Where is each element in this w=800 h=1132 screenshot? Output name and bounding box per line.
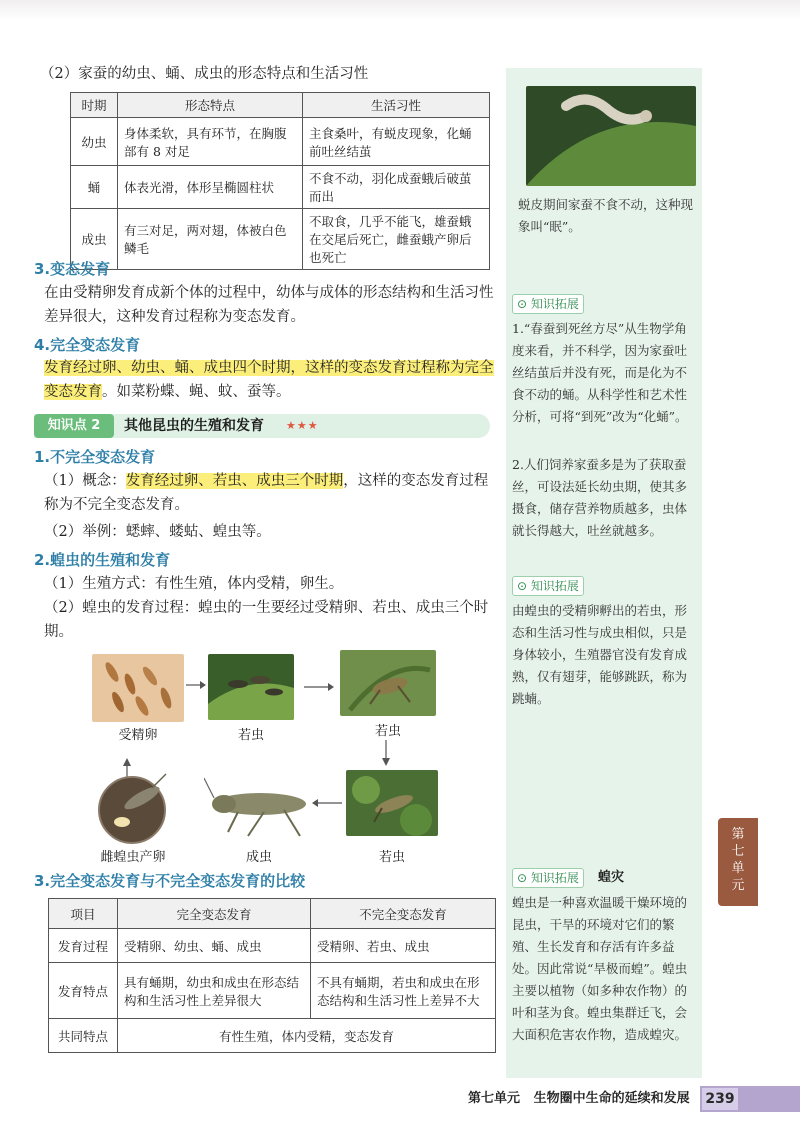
- locust-reproduction-mode: （1）生殖方式：有性生殖，体内受精，卵生。: [44, 576, 344, 592]
- chain-link-icon: ⊙: [517, 297, 531, 311]
- table-cell: 共同特点: [49, 1019, 118, 1053]
- extension-text-2: 由蝗虫的受精卵孵出的若虫，形态和生活习性与成虫相似，只是身体较小，生殖器官没有发育成熟，仅有翅芽，能够跳跃，称为跳蝻。: [512, 603, 688, 706]
- knowledge-extension-tag-1: [512, 294, 584, 314]
- table-row: [71, 209, 490, 270]
- page-top-edge: [0, 0, 800, 20]
- page-number: 239: [702, 1088, 738, 1110]
- locust-nymph-photo-3: [346, 770, 438, 836]
- table-cell: 幼虫: [71, 118, 118, 166]
- locust-egg-photo: [92, 654, 184, 722]
- table-cell: 发育过程: [49, 929, 118, 963]
- table-header-row: [49, 899, 496, 929]
- metamorphosis-text: 在由受精卵发育成新个体的过程中，幼体与成体的形态结构和生活习性差异很大，这种发育过程称为变态发育。: [44, 285, 494, 325]
- table-cell: 身体柔软，具有环节，在胸腹部有 8 对足: [118, 118, 303, 166]
- table-header-cell: 完全变态发育: [118, 899, 311, 929]
- tag-label: 知识拓展: [530, 579, 579, 593]
- table-cell: 受精卵、若虫、成虫: [311, 929, 496, 963]
- locust-nymph-photo-1: [208, 654, 294, 720]
- locust-adult-photo: [204, 772, 314, 842]
- arrow-right-icon: [186, 680, 206, 690]
- table-cell: 有性生殖，体内受精，变态发育: [118, 1019, 496, 1053]
- comparison-table: [48, 898, 496, 1053]
- silkworm-heading: （2）家蚕的幼虫、蛹、成虫的形态特点和生活习性: [40, 66, 369, 82]
- section-heading-locust: 2.蝗虫的生殖和发育: [34, 551, 171, 569]
- tag-label: 知识拓展: [530, 871, 579, 885]
- table-cell: 具有蛹期，幼虫和成虫在形态结构和生活习性上差异很大: [118, 963, 311, 1019]
- highlight-text: 发育经过卵、幼虫、蛹、成虫四个时期，这样的变态发育过程称为完全变态发育: [44, 360, 494, 400]
- caption-nymph-1: 若虫: [237, 728, 264, 743]
- section-heading-metamorphosis: 3.变态发育: [34, 260, 111, 278]
- incomplete-concept: [44, 469, 498, 517]
- arrow-down-icon: [381, 740, 391, 766]
- extension-title-locust-plague: 蝗灾: [598, 870, 625, 885]
- highlight-text: 发育经过卵、若虫、成虫三个时期: [125, 473, 344, 489]
- table-header-cell: 生活习性: [303, 93, 490, 118]
- table-cell: 成虫: [71, 209, 118, 270]
- table-header-row: [71, 93, 490, 118]
- table-row: [71, 166, 490, 209]
- table-cell: 有三对足，两对翅，体被白色鳞毛: [118, 209, 303, 270]
- silkworm-photo-caption: 蜕皮期间家蚕不食不动，这种现象叫“眠”。: [518, 197, 694, 234]
- page-footer: [468, 1088, 690, 1110]
- locust-nymph-photo-2: [340, 650, 436, 716]
- extension-text-1b: 2.人们饲养家蚕多是为了获取蚕丝，可设法延长幼虫期，使其多摄食，储存营养物质越多，虫体就长得越大，吐丝就越多。: [512, 457, 688, 538]
- concept-prefix: （1）概念：: [44, 473, 126, 489]
- difficulty-stars-icon: ★★★: [286, 419, 319, 432]
- table-header-cell: 形态特点: [118, 93, 303, 118]
- table-row: [71, 118, 490, 166]
- table-header-cell: 不完全变态发育: [311, 899, 496, 929]
- knowledge-extension-tag-2: [512, 576, 584, 596]
- caption-nymph-3: 若虫: [378, 850, 405, 865]
- table-cell: 不具有蛹期，若虫和成虫在形态结构和生活习性上差异不大: [311, 963, 496, 1019]
- caption-adult: 成虫: [245, 850, 272, 865]
- table-cell: 发育特点: [49, 963, 118, 1019]
- arrow-left-icon: [312, 798, 342, 808]
- table-row: [49, 963, 496, 1019]
- arrow-right-icon: [304, 682, 334, 692]
- table-row: [49, 1019, 496, 1053]
- plain-text: ，这样的变态发育过程称为不完全变态发育。: [44, 473, 489, 513]
- chain-link-icon: ⊙: [517, 871, 531, 885]
- tag-label: 知识拓展: [530, 297, 579, 311]
- caption-nymph-2: 若虫: [374, 724, 401, 739]
- table-cell: 不取食，几乎不能飞，雄蚕蛾在交尾后死亡，雌蚕蛾产卵后也死亡: [303, 209, 490, 270]
- table-row: [49, 929, 496, 963]
- locust-development-process: （2）蝗虫的发育过程：蝗虫的一生要经过受精卵、若虫、成虫三个时期。: [44, 600, 489, 640]
- complete-text: [44, 356, 498, 404]
- section-heading-incomplete: 1.不完全变态发育: [34, 448, 156, 466]
- silkworm-photo: [526, 86, 696, 186]
- table-header-cell: 项目: [49, 899, 118, 929]
- unit-tab-label: 第七单元: [731, 827, 745, 893]
- table-cell: 不食不动，羽化成蚕蛾后破茧而出: [303, 166, 490, 209]
- section-heading-comparison: 3.完全变态发育与不完全变态发育的比较: [34, 872, 306, 890]
- locust-laying-photo: [92, 772, 172, 844]
- caption-egg: 受精卵: [118, 728, 158, 743]
- table-header-cell: 时期: [71, 93, 118, 118]
- footer-title: 生物圈中生命的延续和发展: [533, 1091, 690, 1106]
- table-cell: 蛹: [71, 166, 118, 209]
- knowledge-extension-tag-3: [512, 868, 584, 888]
- chain-link-icon: ⊙: [517, 579, 531, 593]
- table-cell: 体表光滑，体形呈椭圆柱状: [118, 166, 303, 209]
- section-heading-complete: 4.完全变态发育: [34, 336, 141, 354]
- knowledge-point-title: 其他昆虫的生殖和发育: [124, 418, 264, 434]
- footer-unit: 第七单元: [468, 1091, 521, 1106]
- extension-text-1a: 1.“春蚕到死丝方尽”从生物学角度来看，并不科学，因为家蚕吐丝结茧后并没有死，而是化为不食不动的蛹。从科学性和艺术性分析，可将“到死”改为“化蛹”。: [512, 321, 688, 424]
- caption-laying: 雌蝗虫产卵: [100, 850, 166, 865]
- table-cell: 主食桑叶，有蜕皮现象，化蛹前吐丝结茧: [303, 118, 490, 166]
- knowledge-point-tag: 知识点 2: [34, 414, 114, 438]
- table-cell: 受精卵、幼虫、蛹、成虫: [118, 929, 311, 963]
- incomplete-examples: （2）举例：蟋蟀、蝼蛄、蝗虫等。: [44, 524, 271, 540]
- extension-text-3: 蝗虫是一种喜欢温暖干燥环境的昆虫，干旱的环境对它们的繁殖、生长发育和存活有许多益处。因此常说“旱极而蝗”。蝗虫主要以植物（如多种农作物）的叶和茎为食。蝗虫集群迁飞，会大面积危害农作物，造成蝗灾。: [512, 895, 688, 1042]
- unit-side-tab: [718, 818, 758, 906]
- plain-text: 。如菜粉蝶、蝇、蚊、蚕等。: [102, 384, 291, 400]
- silkworm-table: [70, 92, 490, 270]
